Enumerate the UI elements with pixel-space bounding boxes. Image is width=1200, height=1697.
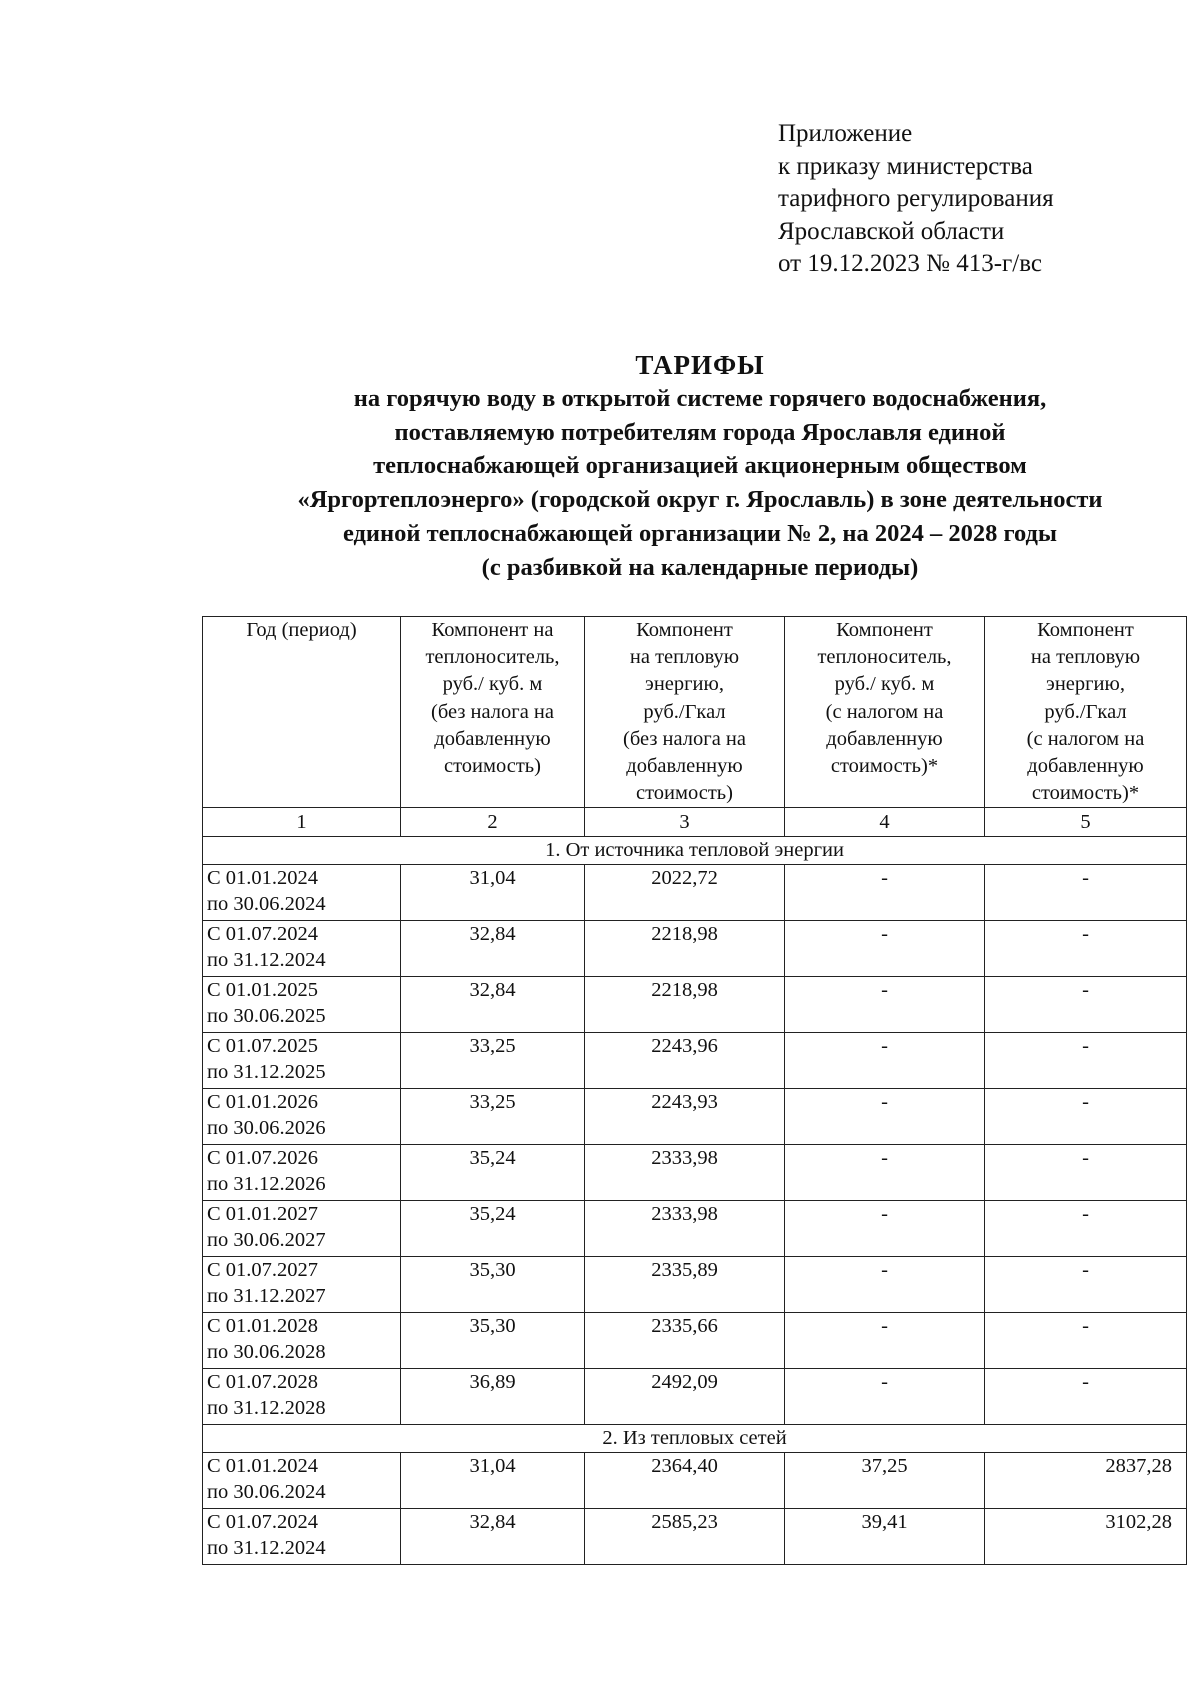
column-header-line: энергию,	[645, 673, 724, 696]
value-cell-col5: -	[985, 1257, 1187, 1313]
title-line: (с разбивкой на календарные периоды)	[481, 553, 919, 581]
value-cell-col4: -	[785, 977, 985, 1033]
period-from: С 01.07.2027	[207, 1259, 319, 1282]
value-cell-col4: -	[785, 1313, 985, 1369]
period-cell	[203, 865, 401, 921]
column-number-row	[203, 808, 1187, 837]
column-header-1	[203, 617, 401, 808]
column-header-line: (без налога на	[431, 700, 554, 723]
period-from: С 01.01.2024	[207, 1455, 319, 1478]
table-row	[203, 1033, 1187, 1089]
table-row	[203, 1089, 1187, 1145]
period-from: С 01.07.2025	[207, 1035, 319, 1058]
period-cell	[203, 921, 401, 977]
period-from: С 01.07.2028	[207, 1371, 319, 1394]
value-cell-col3: 2364,40	[585, 1453, 785, 1509]
period-cell	[203, 1145, 401, 1201]
value-cell-col4: -	[785, 1201, 985, 1257]
column-header-5	[985, 617, 1187, 808]
value-cell-col2: 36,89	[401, 1369, 585, 1425]
period-from: С 01.01.2024	[207, 867, 319, 890]
period-to: по 30.06.2027	[207, 1229, 326, 1252]
column-header-line: стоимость)*	[1031, 782, 1140, 805]
value-cell-col3: 2335,66	[585, 1313, 785, 1369]
column-header-line: добавленную	[1027, 755, 1144, 778]
period-from: С 01.01.2025	[207, 979, 319, 1002]
column-header-line: Компонент	[1037, 619, 1134, 641]
annex-line: от 19.12.2023 № 413-г/вс	[778, 250, 1042, 277]
value-cell-col3: 2243,96	[585, 1033, 785, 1089]
column-header-line: на тепловую	[1030, 646, 1141, 669]
column-header-4	[785, 617, 985, 808]
value-cell-col2: 35,30	[401, 1313, 585, 1369]
column-number: 1	[203, 808, 401, 837]
title-line: на горячую воду в открытой системе горячего водоснабжения,	[353, 385, 1047, 412]
section-title: 2. Из тепловых сетей	[203, 1425, 1187, 1453]
period-to: по 31.12.2026	[207, 1173, 326, 1196]
section-row	[203, 837, 1187, 865]
value-cell-col2: 32,84	[401, 1509, 585, 1565]
section-title: 1. От источника тепловой энергии	[203, 837, 1187, 865]
period-to: по 31.12.2028	[207, 1397, 326, 1420]
period-from: С 01.01.2027	[207, 1203, 319, 1226]
value-cell-col5: -	[985, 1033, 1187, 1089]
column-header-3	[585, 617, 785, 808]
value-cell-col5: -	[985, 1313, 1187, 1369]
value-cell-col4: -	[785, 1369, 985, 1425]
title-line: теплоснабжающей организацией акционерным обществом	[373, 452, 1027, 480]
column-header-line: (с налогом на	[825, 700, 944, 723]
period-to: по 30.06.2024	[207, 893, 326, 916]
table-row	[203, 1145, 1187, 1201]
value-cell-col5: -	[985, 865, 1187, 921]
title-line: единой теплоснабжающей организации № 2, на 2024 – 2028 годы	[342, 519, 1058, 547]
value-cell-col2: 33,25	[401, 1033, 585, 1089]
period-from: С 01.07.2024	[207, 923, 319, 946]
value-cell-col4: -	[785, 921, 985, 977]
column-header-2	[401, 617, 585, 808]
annex-line: к приказу министерства	[778, 152, 1033, 180]
period-cell	[203, 1369, 401, 1425]
value-cell-col3: 2218,98	[585, 977, 785, 1033]
value-cell-col3: 2335,89	[585, 1257, 785, 1313]
value-cell-col4: 39,41	[785, 1509, 985, 1565]
value-cell-col3: 2333,98	[585, 1145, 785, 1201]
table-row	[203, 865, 1187, 921]
section-row	[203, 1425, 1187, 1453]
column-number: 4	[785, 808, 985, 837]
value-cell-col2: 33,25	[401, 1089, 585, 1145]
column-header-line: на тепловую	[629, 646, 740, 669]
value-cell-col4: -	[785, 1089, 985, 1145]
period-to: по 30.06.2024	[207, 1481, 326, 1504]
value-cell-col5: 2837,28	[985, 1453, 1187, 1509]
period-from: С 01.07.2024	[207, 1511, 319, 1534]
column-header-line: (без налога на	[623, 727, 746, 750]
value-cell-col3: 2243,93	[585, 1089, 785, 1145]
value-cell-col3: 2022,72	[585, 865, 785, 921]
tariffs-table-body	[203, 617, 1187, 1565]
column-number: 2	[401, 808, 585, 837]
column-header-line: Компонент на	[431, 619, 554, 641]
period-to: по 30.06.2026	[207, 1117, 326, 1140]
table-row	[203, 977, 1187, 1033]
column-header-line: добавленную	[434, 727, 551, 750]
period-cell	[203, 1257, 401, 1313]
value-cell-col3: 2218,98	[585, 921, 785, 977]
period-to: по 30.06.2028	[207, 1341, 326, 1364]
column-header-line: Компонент	[836, 619, 933, 641]
value-cell-col4: -	[785, 1257, 985, 1313]
column-header-line: стоимость)*	[830, 755, 939, 778]
value-cell-col3: 2492,09	[585, 1369, 785, 1425]
period-from: С 01.01.2026	[207, 1091, 319, 1114]
period-cell	[203, 977, 401, 1033]
value-cell-col3: 2333,98	[585, 1201, 785, 1257]
table-row	[203, 921, 1187, 977]
period-cell	[203, 1509, 401, 1565]
table-row	[203, 1201, 1187, 1257]
column-header-line: стоимость)	[636, 782, 733, 805]
value-cell-col5: -	[985, 977, 1187, 1033]
value-cell-col4: -	[785, 1033, 985, 1089]
period-to: по 31.12.2025	[207, 1061, 326, 1084]
table-row	[203, 1509, 1187, 1565]
column-header-line: руб./ куб. м	[442, 673, 543, 696]
value-cell-col5: -	[985, 1145, 1187, 1201]
period-to: по 30.06.2025	[207, 1005, 326, 1028]
column-header-line: руб./ куб. м	[834, 673, 935, 696]
annex-line: Приложение	[778, 120, 913, 147]
period-cell	[203, 1201, 401, 1257]
period-from: С 01.07.2026	[207, 1147, 319, 1170]
table-header-row	[203, 617, 1187, 808]
period-to: по 31.12.2024	[207, 949, 326, 972]
value-cell-col5: -	[985, 1201, 1187, 1257]
annex-block	[778, 118, 1054, 281]
column-header-line: добавленную	[626, 755, 743, 778]
period-cell	[203, 1313, 401, 1369]
period-from: С 01.01.2028	[207, 1315, 319, 1338]
title-main: ТАРИФЫ	[635, 350, 765, 380]
value-cell-col5: -	[985, 921, 1187, 977]
column-header-line: стоимость)	[444, 755, 541, 778]
column-header-line: (с налогом на	[1026, 727, 1145, 750]
value-cell-col5: -	[985, 1369, 1187, 1425]
period-to: по 31.12.2024	[207, 1537, 326, 1560]
column-header-line: Год (период)	[246, 619, 357, 641]
value-cell-col4: 37,25	[785, 1453, 985, 1509]
tariffs-table	[202, 616, 1187, 1565]
value-cell-col2: 35,24	[401, 1145, 585, 1201]
column-header-line: теплоноситель,	[817, 646, 952, 669]
value-cell-col2: 32,84	[401, 921, 585, 977]
column-header-line: добавленную	[826, 727, 943, 750]
value-cell-col5: 3102,28	[985, 1509, 1187, 1565]
document-title	[150, 348, 1200, 584]
value-cell-col5: -	[985, 1089, 1187, 1145]
period-cell	[203, 1089, 401, 1145]
period-cell	[203, 1033, 401, 1089]
table-row	[203, 1257, 1187, 1313]
column-header-line: руб./Гкал	[1044, 700, 1127, 723]
value-cell-col4: -	[785, 865, 985, 921]
value-cell-col2: 35,24	[401, 1201, 585, 1257]
column-header-line: энергию,	[1046, 673, 1125, 696]
value-cell-col2: 31,04	[401, 865, 585, 921]
column-header-line: руб./Гкал	[643, 700, 726, 723]
value-cell-col2: 32,84	[401, 977, 585, 1033]
annex-line: Ярославской области	[778, 217, 1005, 245]
table-row	[203, 1313, 1187, 1369]
column-header-line: теплоноситель,	[425, 646, 560, 669]
annex-line: тарифного регулирования	[778, 185, 1054, 212]
value-cell-col4: -	[785, 1145, 985, 1201]
value-cell-col3: 2585,23	[585, 1509, 785, 1565]
table-row	[203, 1453, 1187, 1509]
column-number: 5	[985, 808, 1187, 837]
title-line: «Яргортеплоэнерго» (городской округ г. Ярославль) в зоне деятельности	[297, 486, 1103, 514]
value-cell-col2: 35,30	[401, 1257, 585, 1313]
title-line: поставляемую потребителям города Ярославля единой	[394, 418, 1006, 446]
column-header-line: Компонент	[636, 619, 733, 641]
table-row	[203, 1369, 1187, 1425]
column-number: 3	[585, 808, 785, 837]
period-to: по 31.12.2027	[207, 1285, 326, 1308]
value-cell-col2: 31,04	[401, 1453, 585, 1509]
period-cell	[203, 1453, 401, 1509]
